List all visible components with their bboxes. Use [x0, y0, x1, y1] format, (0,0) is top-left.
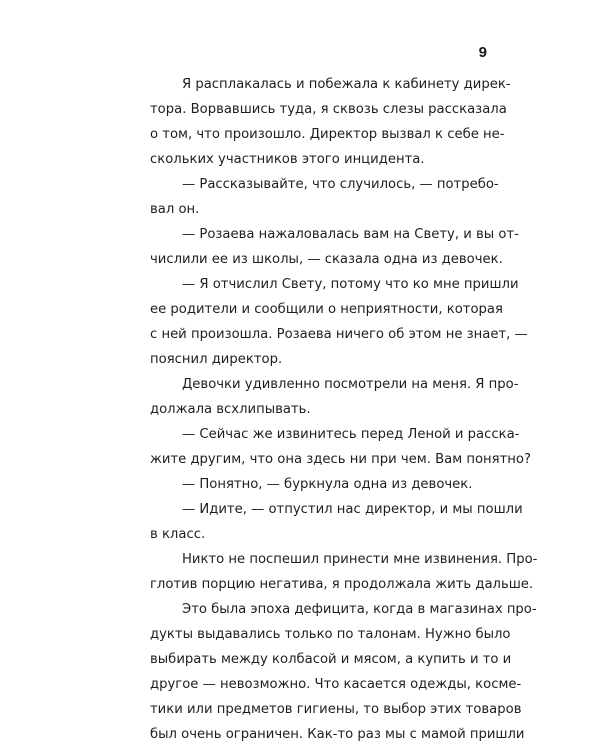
text-line: был очень ограничен. Как-то раз мы с мамой пришли — [150, 727, 525, 742]
text-line: тики или предметов гигиены, то выбор этих товаров — [150, 702, 522, 717]
text-line: — Идите, — отпустил нас директор, и мы пошли — [182, 502, 523, 517]
text-line: Никто не поспешил принести мне извинения. Про- — [182, 552, 538, 567]
paragraph — [118, 497, 523, 547]
text-line: жите другим, что она здесь ни при чем. Вам понятно? — [150, 452, 531, 467]
text-line: — Я отчислил Свету, потому что ко мне пришли — [182, 277, 519, 292]
text-line: Девочки удивленно посмотрели на меня. Я про- — [182, 377, 519, 392]
paragraph — [118, 372, 519, 422]
text-line: пояснил директор. — [150, 352, 283, 367]
text-line: ее родители и сообщили о неприятности, которая — [150, 302, 503, 317]
text-line: Это была эпоха дефицита, когда в магазинах про- — [182, 602, 537, 617]
text-line: тора. Ворвавшись туда, я сквозь слезы рассказала — [150, 102, 507, 117]
paragraph — [118, 72, 511, 172]
paragraph — [118, 547, 538, 597]
text-line: дукты выдавались только по талонам. Нужно было — [150, 627, 511, 642]
text-line: числили ее из школы, — сказала одна из девочек. — [150, 252, 503, 267]
text-line: — Розаева нажаловалась вам на Свету, и вы от- — [182, 227, 519, 242]
paragraph — [118, 272, 528, 372]
text-line: вал он. — [150, 202, 200, 217]
text-line: с ней произошла. Розаева ничего об этом не знает, — — [150, 327, 528, 342]
page-number: 9 — [478, 44, 487, 61]
paragraph — [118, 222, 519, 272]
paragraph — [118, 422, 531, 472]
text-line: — Сейчас же извинитесь перед Леной и расска- — [182, 427, 520, 442]
text-line: о том, что произошло. Директор вызвал к себе не- — [150, 127, 505, 142]
paragraph — [118, 597, 537, 747]
text-line: в класс. — [150, 527, 206, 542]
paragraph — [118, 172, 499, 222]
text-line: другое — невозможно. Что касается одежды, космe- — [150, 677, 522, 692]
text-line: глотив порцию негатива, я продолжала жить дальше. — [150, 577, 534, 592]
text-line: должала всхлипывать. — [150, 402, 311, 417]
paragraph — [118, 472, 486, 497]
text-line: скольких участников этого инцидента. — [150, 152, 425, 167]
text-line: выбирать между колбасой и мясом, а купить и то и — [150, 652, 512, 667]
body-text — [118, 72, 538, 747]
text-line: — Рассказывайте, что случилось, — потребо- — [182, 177, 499, 192]
text-line: — Понятно, — буркнула одна из девочек. — [182, 477, 473, 492]
text-line: Я расплакалась и побежала к кабинету дирек- — [182, 77, 511, 92]
